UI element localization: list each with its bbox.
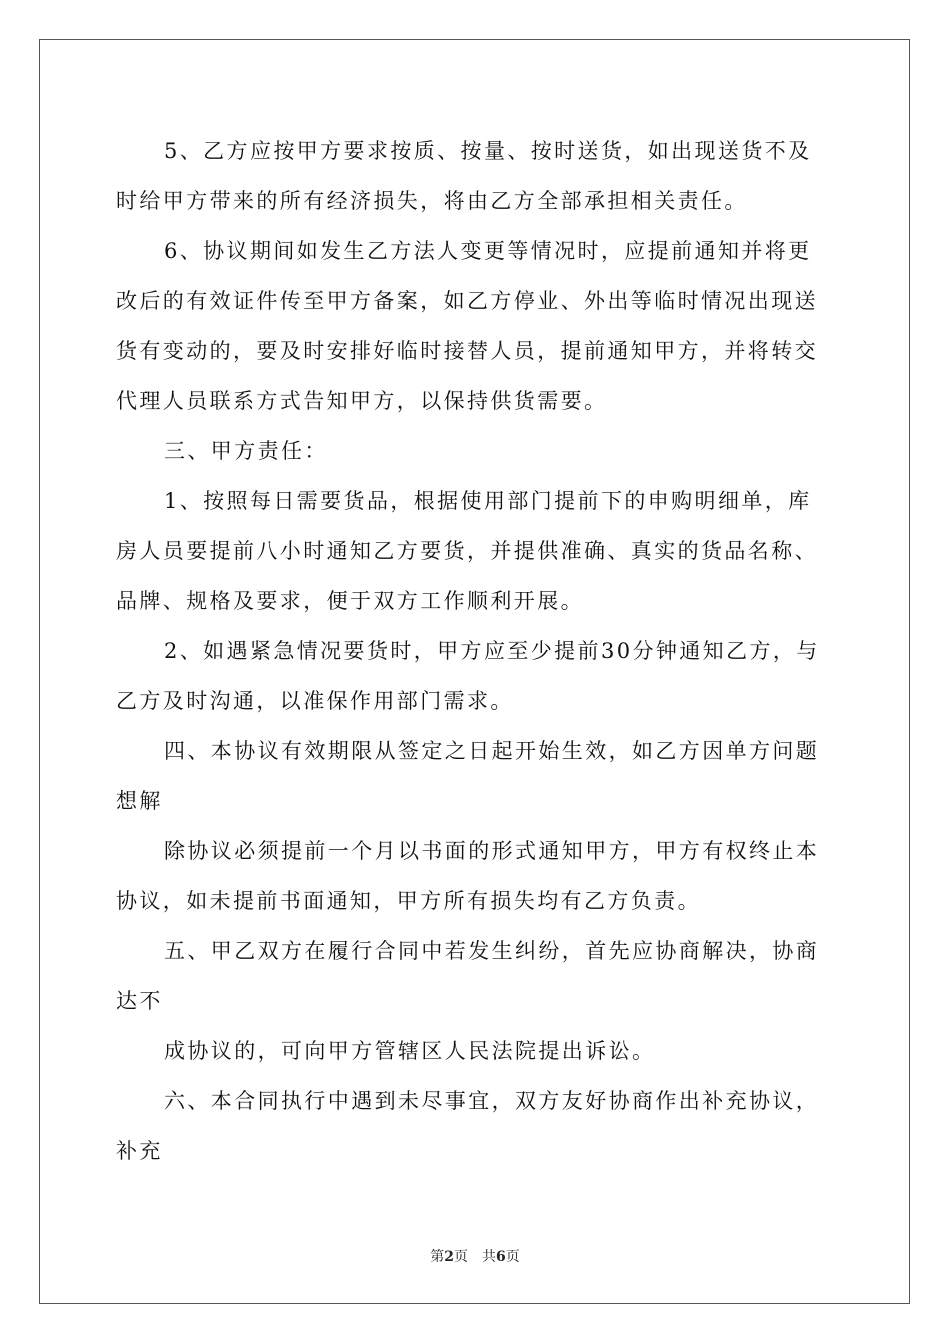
text-line: 房人员要提前八小时通知乙方要货，并提供准确、真实的货品名称、	[116, 539, 818, 563]
text-line: 改后的有效证件传至甲方备案，如乙方停业、外出等临时情况出现送	[116, 289, 818, 313]
text-line: 协议，如未提前书面通知，甲方所有损失均有乙方负责。	[116, 889, 701, 913]
page-prefix: 第	[430, 1249, 445, 1265]
text-line: 5、乙方应按甲方要求按质、按量、按时送货，如出现送货不及	[164, 139, 812, 163]
text-line: 想解	[116, 789, 163, 813]
document-body	[116, 126, 836, 1176]
page-number: 2	[444, 1249, 454, 1265]
text-line: 货有变动的，要及时安排好临时接替人员，提前通知甲方，并将转交	[116, 339, 818, 363]
text-line: 品牌、规格及要求，便于双方工作顺利开展。	[116, 589, 584, 613]
text-line: 2、如遇紧急情况要货时，甲方应至少提前30分钟通知乙方，与	[164, 639, 820, 663]
text-line: 6、协议期间如发生乙方法人变更等情况时，应提前通知并将更	[164, 239, 812, 263]
total-suffix: 页	[505, 1249, 520, 1265]
text-line: 六、本合同执行中遇到未尽事宜，双方友好协商作出补充协议，	[164, 1089, 820, 1113]
text-line: 成协议的，可向甲方管辖区人民法院提出诉讼。	[164, 1039, 656, 1063]
text-line: 五、甲乙双方在履行合同中若发生纠纷，首先应协商解决，协商	[164, 939, 820, 963]
text-line: 除协议必须提前一个月以书面的形式通知甲方，甲方有权终止本	[164, 839, 820, 863]
section-heading: 三、甲方责任：	[164, 439, 328, 463]
page-suffix: 页	[454, 1249, 468, 1265]
text-line: 四、本协议有效期限从签定之日起开始生效，如乙方因单方问题	[164, 739, 820, 763]
total-pages: 6	[496, 1249, 506, 1265]
total-prefix: 共	[482, 1249, 496, 1265]
text-line: 达不	[116, 989, 163, 1013]
page-footer	[0, 1248, 950, 1266]
text-line: 补充	[116, 1139, 163, 1163]
text-line: 乙方及时沟通，以准保作用部门需求。	[116, 689, 514, 713]
text-line: 时给甲方带来的所有经济损失，将由乙方全部承担相关责任。	[116, 189, 748, 213]
text-line: 代理人员联系方式告知甲方，以保持供货需要。	[116, 389, 608, 413]
text-line: 1、按照每日需要货品，根据使用部门提前下的申购明细单，库	[164, 489, 812, 513]
